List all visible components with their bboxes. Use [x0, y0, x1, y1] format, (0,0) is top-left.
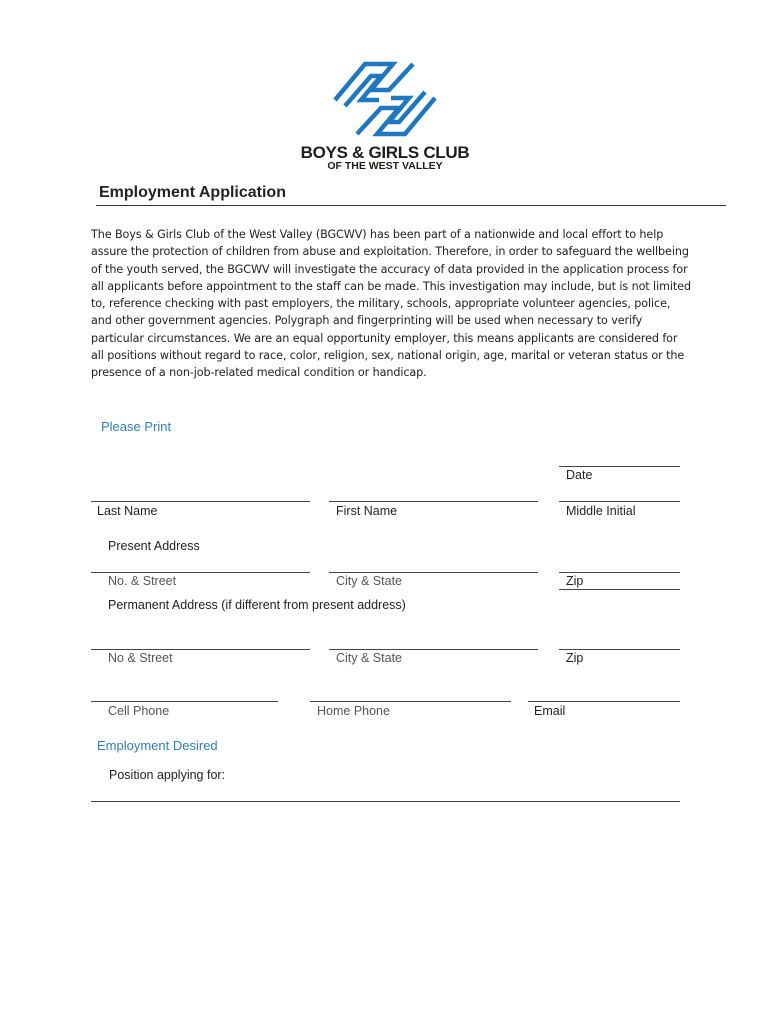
- bgc-hands-logo-icon: [331, 60, 439, 138]
- cell-phone-label: Cell Phone: [108, 704, 170, 718]
- logo-subtitle: OF THE WEST VALLEY: [327, 160, 443, 172]
- present-street-field[interactable]: [91, 572, 310, 573]
- intro-paragraph: The Boys & Girls Club of the West Valley (BGCWV) has been part of a nationwide and local effort to help assure the protection of children from abuse and exploitation. Therefore, in order to safeguard the wellbeing of the youth served, the BGCWV will investigate the accuracy of data provided in the application process for all applicants before appointment to the staff can be made. This investigation may include, but is not limited to, reference checking with past employers, the military, schools, appropriate volunteer agencies, police, and other government agencies. Polygraph and fingerprinting will be used when necessary to verify particular circumstances. We are an equal opportunity employer, this means applicants are considered for all positions without regard to race, color, religion, sex, national origin, age, marital or veteran status or the presence of a non-job-related medical condition or handicap.: [91, 228, 691, 380]
- email-field[interactable]: [528, 701, 680, 702]
- please-print-heading: Please Print: [101, 419, 172, 434]
- present-city-state-field[interactable]: [329, 572, 538, 573]
- present-zip-label: Zip: [566, 574, 584, 588]
- first-name-label: First Name: [336, 504, 398, 518]
- last-name-label: Last Name: [97, 504, 158, 518]
- middle-initial-label: Middle Initial: [566, 504, 636, 518]
- permanent-street-field[interactable]: [91, 649, 310, 650]
- date-label: Date: [566, 468, 593, 482]
- middle-initial-field[interactable]: [559, 501, 680, 502]
- logo-name: BOYS & GIRLS CLUB: [300, 143, 470, 162]
- present-zip-field[interactable]: [559, 572, 680, 573]
- present-street-label: No. & Street: [108, 574, 177, 588]
- permanent-address-label: Permanent Address (if different from present address): [108, 598, 406, 612]
- first-name-field[interactable]: [329, 501, 538, 502]
- home-phone-label: Home Phone: [317, 704, 390, 718]
- present-city-state-label: City & State: [336, 574, 402, 588]
- email-label: Email: [534, 704, 566, 718]
- permanent-zip-field[interactable]: [559, 649, 680, 650]
- permanent-zip-label: Zip: [566, 651, 584, 665]
- permanent-street-label: No & Street: [108, 651, 173, 665]
- page-title: Employment Application: [99, 184, 286, 201]
- permanent-city-state-field[interactable]: [329, 649, 538, 650]
- zip-underline: [559, 589, 680, 590]
- permanent-city-state-label: City & State: [336, 651, 402, 665]
- present-address-label: Present Address: [108, 539, 200, 553]
- employment-desired-heading: Employment Desired: [97, 738, 218, 753]
- position-applying-field[interactable]: [91, 801, 680, 802]
- position-applying-label: Position applying for:: [109, 768, 226, 782]
- cell-phone-field[interactable]: [91, 701, 278, 702]
- last-name-field[interactable]: [91, 501, 310, 502]
- title-divider: [96, 205, 726, 206]
- home-phone-field[interactable]: [310, 701, 511, 702]
- date-field[interactable]: [559, 466, 680, 467]
